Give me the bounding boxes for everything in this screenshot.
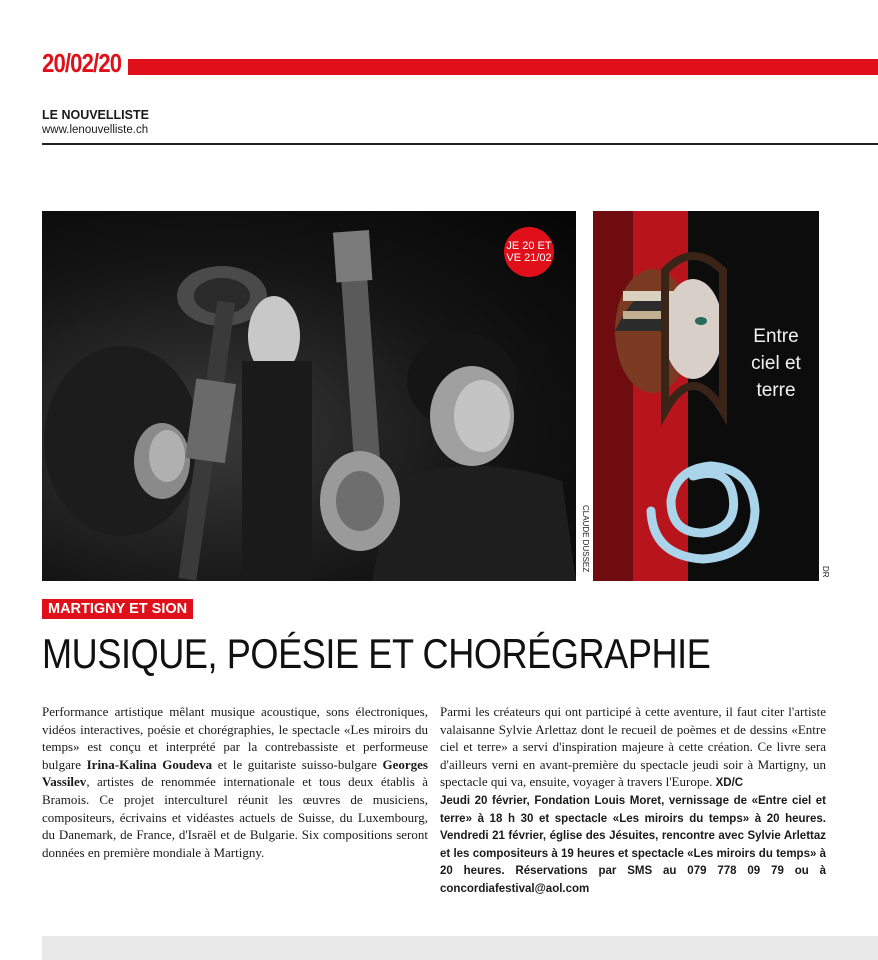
publication-url: www.lenouvelliste.ch — [42, 124, 149, 136]
article-headline: MUSIQUE, POÉSIE ET CHORÉGRAPHIE — [42, 630, 711, 677]
issue-date: 20/02/20 — [42, 48, 122, 78]
article-column-1 — [42, 703, 428, 861]
book-title-line-1: Entre — [753, 326, 799, 347]
book-title-line-2: ciel et — [751, 353, 801, 374]
header-red-bar — [128, 59, 878, 75]
header-rule — [42, 143, 878, 145]
article-kicker: MARTIGNY ET SION — [42, 599, 193, 619]
column-2-paragraph — [440, 703, 826, 793]
col2-text: Parmi les créateurs qui ont participé à cette aventure, il faut citer l'artiste valaisanne Sylvie Arlettaz dont le recueil de poèmes et de dessins «Entre ciel et terre» a servi d'inspiration majeure à cette création. Ce livre sera d'ailleurs verni en avant-première du spectacle jeudi soir à Martigny, un spectacle qui va, ensuite, voyager à travers l'Europe. — [440, 704, 826, 790]
col1-text-c: , artistes de renommée internationale et tous deux établis à Bramois. Ce projet interculturel réunit les œuvres de musiciens, compositeurs, écrivains et vidéastes actuels de Suisse, du Luxembourg, du Danemark, de France, d'Israël et de Bulgarie. Six compositions seront données en première mondiale à Martigny. — [42, 774, 428, 860]
musicians-illustration — [42, 211, 576, 581]
photo-credit-book: DR — [821, 566, 830, 578]
musicians-photo — [42, 211, 576, 581]
article-column-2 — [440, 703, 826, 899]
badge-line-1: JE 20 ET — [506, 240, 552, 252]
date-badge — [504, 227, 554, 277]
publication-name: LE NOUVELLISTE — [42, 108, 149, 122]
badge-line-2: VE 21/02 — [506, 252, 552, 264]
book-cover-title — [733, 323, 819, 404]
author-signature: XD/C — [715, 777, 744, 790]
col1-name-1: Irina-Kalina Goudeva — [86, 756, 213, 772]
col1-text-a: Performance artistique mêlant musique acoustique, sons électroniques, vidéos interactives, poésie et chorégraphies, le spectacle «Les miroirs du temps» est conçu et interprété par la contrebassiste et performeuse bulgare — [42, 704, 428, 772]
next-article-box — [42, 936, 878, 960]
column-1-paragraph — [42, 703, 428, 861]
photo-credit-main: CLAUDE DUSSEZ — [581, 505, 590, 573]
book-title-line-3: terre — [756, 380, 796, 401]
col1-text-b: et le guitariste suisso-bulgare — [212, 756, 383, 772]
event-info: Jeudi 20 février, Fondation Louis Moret, vernissage de «Entre ciel et terre» à 18 h 30 et spectacle «Les miroirs du temps» à 20 heures. Vendredi 21 février, église des Jésuites, rencontre avec Sylvie Arlettaz et les compositeurs à 19 heures et spectacle «Les miroirs du temps» à 20 heures. Réservations par SMS au 079 778 09 79 ou à concordiafestival@aol.com — [440, 794, 826, 895]
col1-name-2: Georges Vassilev — [42, 756, 428, 790]
